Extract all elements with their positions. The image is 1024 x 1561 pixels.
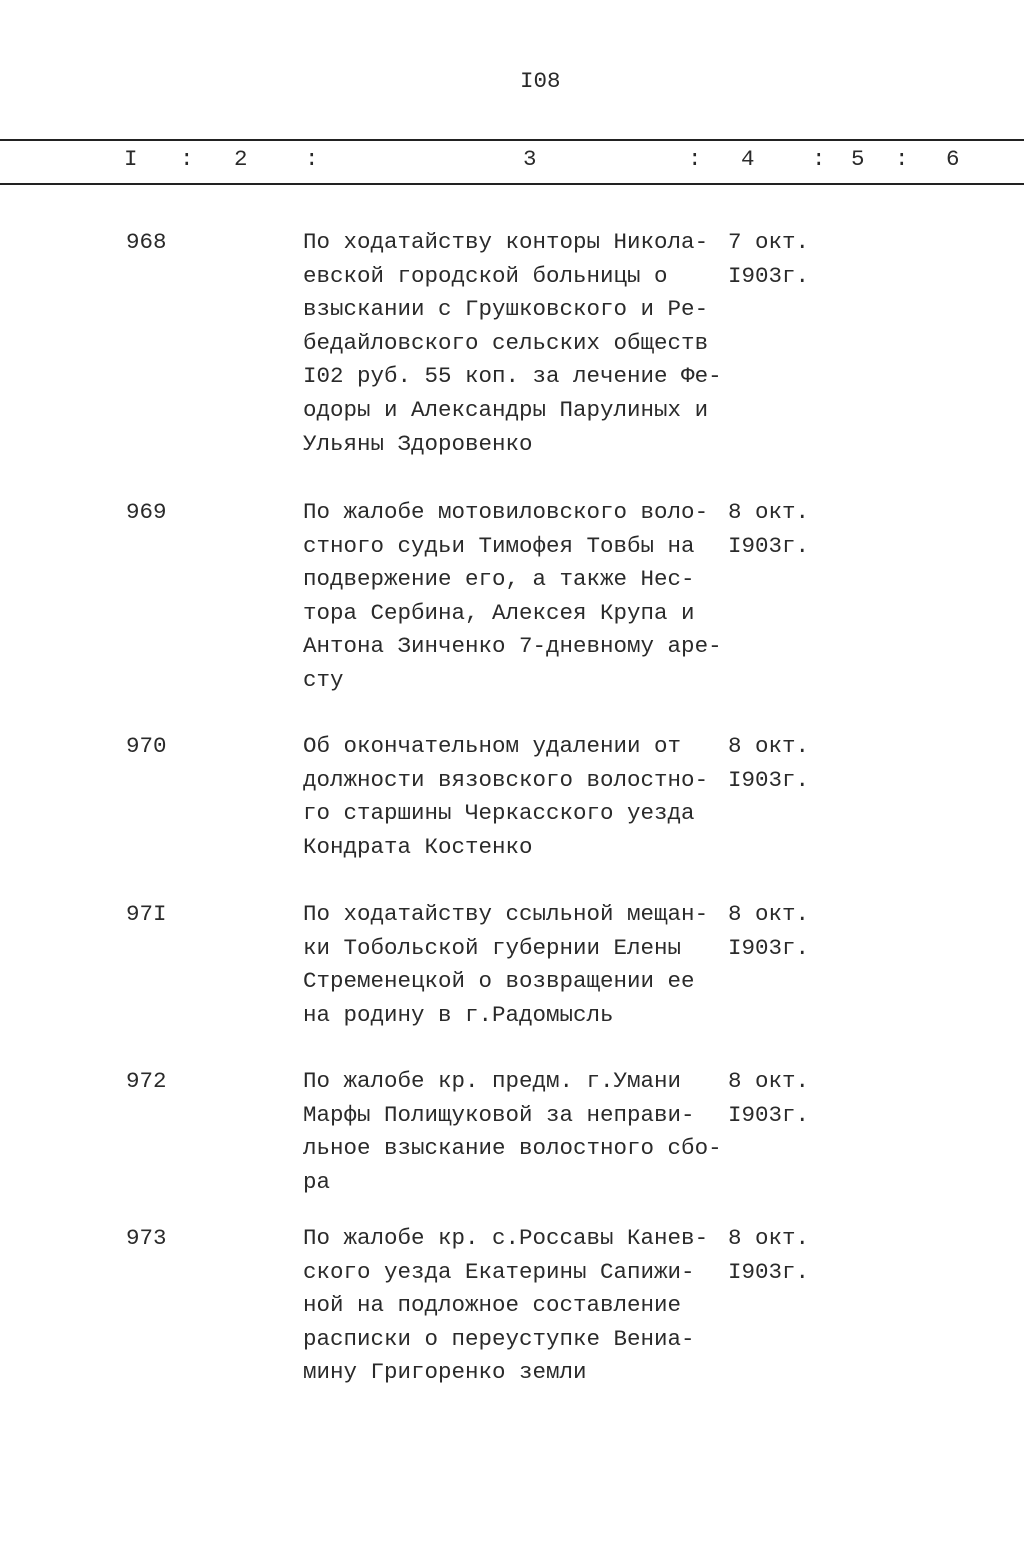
entry-date [728, 496, 809, 563]
column-4-label: 4 [741, 146, 755, 172]
entry-date [728, 1222, 809, 1289]
description-line: расписки о переуступке Вениа- [303, 1325, 695, 1352]
description-line: ной на подложное составление [303, 1292, 682, 1319]
column-separator: : [812, 146, 826, 172]
date-line: 8 окт. [728, 733, 810, 759]
description-line: подвержение его, а также Нес- [303, 566, 695, 593]
entry-date [728, 898, 809, 965]
date-line: I903г. [728, 532, 810, 559]
entry-date [728, 730, 809, 797]
column-separator: : [688, 146, 702, 172]
description-line: на родину в г.Радомысль [303, 1001, 614, 1028]
column-separator: : [180, 146, 194, 172]
description-line: По жалобе кр. с.Россавы Канев- [303, 1225, 709, 1251]
entry-number: 97I [126, 901, 167, 927]
description-line: евской городской больницы о [303, 262, 668, 289]
description-line: стного судьи Тимофея Товбы на [303, 532, 695, 559]
description-line: По ходатайству конторы Никола- [303, 229, 709, 255]
column-2-label: 2 [234, 146, 248, 172]
date-line: I903г. [728, 766, 810, 793]
description-line: ки Тобольской губернии Елены [303, 934, 682, 961]
description-line: мину Григоренко земли [303, 1359, 587, 1386]
column-6-label: 6 [946, 146, 960, 172]
entry-number: 972 [126, 1068, 167, 1094]
entry-description [303, 1222, 708, 1390]
entry-description [303, 730, 708, 864]
column-1-label: I [124, 146, 138, 172]
description-line: должности вязовского волостно- [303, 766, 709, 793]
description-line: По жалобе кр. предм. г.Умани [303, 1068, 682, 1094]
description-line: Антона Зинченко 7-дневному аре- [303, 633, 722, 660]
description-line: ского уезда Екатерины Сапижи- [303, 1258, 695, 1285]
entry-number: 969 [126, 499, 167, 525]
column-5-label: 5 [851, 146, 865, 172]
description-line: По жалобе мотовиловского воло- [303, 499, 709, 525]
column-3-label: 3 [523, 146, 537, 172]
column-separator: : [305, 146, 319, 172]
entry-date [728, 226, 809, 293]
date-line: 7 окт. [728, 229, 810, 255]
description-line: Об окончательном удалении от [303, 733, 682, 759]
description-line: По ходатайству ссыльной мещан- [303, 901, 709, 927]
description-line: одоры и Александры Парулиных и [303, 396, 709, 423]
description-line: бедайловского сельских обществ [303, 329, 709, 356]
description-line: I02 руб. 55 коп. за лечение Фе- [303, 363, 722, 390]
description-line: сту [303, 666, 344, 693]
entry-description [303, 226, 722, 461]
description-line: Стременецкой о возвращении ее [303, 968, 695, 995]
date-line: 8 окт. [728, 1225, 810, 1251]
date-line: I903г. [728, 1101, 810, 1128]
entry-description [303, 898, 708, 1032]
date-line: 8 окт. [728, 901, 810, 927]
description-line: Ульяны Здоровенко [303, 430, 533, 457]
description-line: взыскании с Грушковского и Ре- [303, 296, 709, 323]
description-line: Кондрата Костенко [303, 833, 533, 860]
description-line: Марфы Полищуковой за неправи- [303, 1101, 695, 1128]
entry-number: 970 [126, 733, 167, 759]
column-separator: : [895, 146, 909, 172]
description-line: тора Сербина, Алексея Крупа и [303, 599, 695, 626]
entry-description [303, 496, 722, 698]
entry-description [303, 1065, 722, 1199]
description-line: льное взыскание волостного сбо- [303, 1135, 722, 1162]
date-line: I903г. [728, 934, 810, 961]
header-bottom-rule [0, 183, 1024, 185]
entry-number: 973 [126, 1225, 167, 1251]
description-line: ра [303, 1168, 331, 1195]
entry-number: 968 [126, 229, 167, 255]
date-line: 8 окт. [728, 1068, 810, 1094]
header-top-rule [0, 139, 1024, 141]
entry-date [728, 1065, 809, 1132]
page-number: I08 [520, 68, 561, 94]
date-line: 8 окт. [728, 499, 810, 525]
description-line: го старшины Черкасского уезда [303, 800, 695, 827]
date-line: I903г. [728, 1258, 810, 1285]
date-line: I903г. [728, 262, 810, 289]
